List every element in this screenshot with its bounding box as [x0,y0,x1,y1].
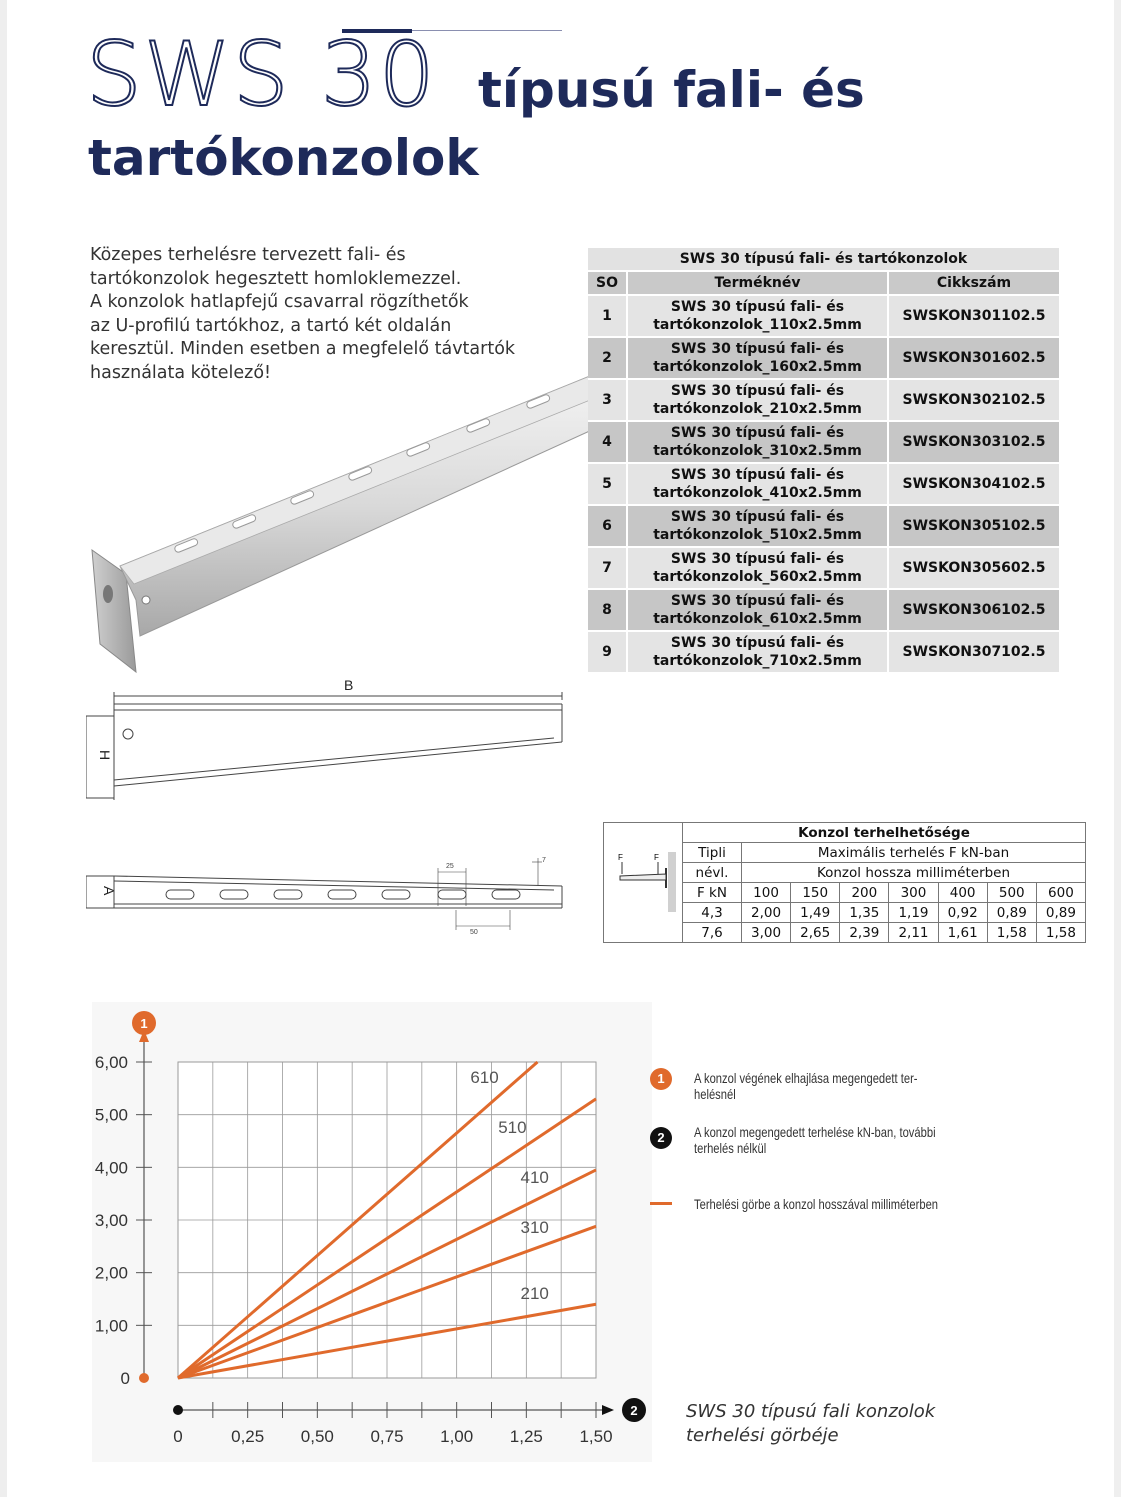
page-edge-right [1114,0,1121,1497]
axis-marker-2-label: 2 [630,1403,638,1418]
dim-a-label: A [101,886,117,896]
table-row [588,632,1059,674]
y-tick-label: 4,00 [94,1158,128,1178]
load-value: 3,00 [742,923,791,943]
legend-marker-2-icon: 2 [650,1127,672,1149]
row-code: SWSKON304102.5 [889,464,1059,506]
load-f-cell: 4,3 [683,903,742,923]
dim-50-label: 50 [470,929,478,936]
intro-line: A konzolok hatlapfejű csavarral rögzíthetők [90,292,469,312]
load-value: 2,39 [840,923,889,943]
max-load-label: Maximális terhelés F kN-ban [742,843,1086,863]
row-code: SWSKON301602.5 [889,338,1059,380]
row-so: 5 [588,464,628,506]
row-so: 9 [588,632,628,674]
row-so: 2 [588,338,628,380]
legend-line-swatch [650,1202,672,1205]
title-line-2: tartókonzolok [88,129,479,187]
x-tick-label: 1,00 [440,1427,474,1446]
table-row [588,464,1059,506]
nevl-label: névl. [683,863,742,883]
intro-line: Közepes terhelésre tervezett fali- és [90,245,406,265]
intro-line: használata kötelező! [90,362,272,383]
length-cell: 400 [938,883,987,903]
row-name: SWS 30 típusú fali- és tartókonzolok_160x2.5mm [628,338,889,380]
fkn-label: F kN [683,883,742,903]
x-tick-label: 0,25 [231,1427,265,1446]
load-icon-cell [604,823,683,943]
row-code: SWSKON306102.5 [889,590,1059,632]
row-name: SWS 30 típusú fali- és tartókonzolok_110x2.5mm [628,296,889,338]
row-code: SWSKON305102.5 [889,506,1059,548]
row-so: 4 [588,422,628,464]
load-value: 1,35 [840,903,889,923]
load-value: 1,58 [1036,923,1085,943]
legend-marker-1-icon: 1 [650,1068,672,1090]
series-label-610: 610 [470,1068,499,1088]
table-row [588,590,1059,632]
table-row [588,380,1059,422]
series-label-510: 510 [498,1118,527,1138]
column-header-so: SO [588,272,628,296]
intro-line: az U-profilú tartókhoz, a tartó két oldalán [90,315,452,336]
dim-b-label: B [344,677,354,693]
length-cell: 100 [742,883,791,903]
load-icon-f1: F [618,852,623,862]
y-tick-label: 5,00 [94,1105,128,1125]
row-so: 3 [588,380,628,422]
load-value: 1,49 [791,903,840,923]
load-icon-f2: F [654,852,659,862]
dim-7-label: 7 [542,857,546,864]
row-so: 7 [588,548,628,590]
row-so: 8 [588,590,628,632]
y-tick-label: 3,00 [94,1211,128,1230]
table-row [588,422,1059,464]
row-code: SWSKON307102.5 [889,632,1059,674]
row-name: SWS 30 típusú fali- és tartókonzolok_310x2.5mm [628,422,889,464]
row-so: 1 [588,296,628,338]
load-value: 2,11 [889,923,938,943]
row-name: SWS 30 típusú fali- és tartókonzolok_510x2.5mm [628,506,889,548]
intro-line: keresztül. Minden esetben a megfelelő távtartók [90,339,516,359]
row-name: SWS 30 típusú fali- és tartókonzolok_710x2.5mm [628,632,889,674]
table-row [588,548,1059,590]
load-value: 0,89 [1036,903,1085,923]
row-code: SWSKON303102.5 [889,422,1059,464]
row-code: SWSKON301102.5 [889,296,1059,338]
product-table-caption: SWS 30 típusú fali- és tartókonzolok [588,248,1059,272]
row-name: SWS 30 típusú fali- és tartókonzolok_610x2.5mm [628,590,889,632]
row-name: SWS 30 típusú fali- és tartókonzolok_210x2.5mm [628,380,889,422]
row-so: 6 [588,506,628,548]
length-cell: 600 [1036,883,1085,903]
load-value: 2,00 [742,903,791,923]
column-header-code: Cikkszám [889,272,1059,296]
axis-marker-1-label: 1 [140,1016,148,1031]
legend-item-3: Terhelési görbe a konzol hosszával milliméterben [694,1196,939,1212]
load-value: 1,61 [938,923,987,943]
title-sws-outline: SWS 30 [86,23,437,126]
load-value: 1,19 [889,903,938,923]
legend-item-2: A konzol megengedett terhelése kN-ban, további terhelés nélkül [694,1124,936,1156]
y-tick-label: 1,00 [94,1316,128,1336]
row-code: SWSKON302102.5 [889,380,1059,422]
product-table [588,248,1059,674]
x-tick-label: 1,25 [509,1427,543,1446]
title-line-1: típusú fali- és [478,61,865,119]
series-label-210: 210 [520,1284,549,1303]
dim-h-label: H [97,750,113,761]
x-axis-origin-dot [173,1405,183,1415]
length-cell: 150 [791,883,840,903]
length-label: Konzol hossza milliméterben [742,863,1086,883]
column-header-name: Terméknév [628,272,889,296]
intro-line: tartókonzolok hegesztett homloklemezzel. [90,268,462,289]
series-label-410: 410 [520,1168,549,1188]
load-table-title: Konzol terhelhetősége [683,823,1086,843]
table-row [588,296,1059,338]
load-value: 0,92 [938,903,987,923]
load-f-cell: 7,6 [683,923,742,943]
y-tick-label: 0 [120,1369,130,1388]
row-code: SWSKON305602.5 [889,548,1059,590]
y-tick-label: 6,00 [94,1053,128,1072]
technical-drawing [86,676,566,946]
length-cell: 200 [840,883,889,903]
load-value: 1,58 [987,923,1036,943]
length-cell: 500 [987,883,1036,903]
x-tick-label: 0,75 [370,1427,404,1446]
page-edge-left [0,0,7,1497]
row-name: SWS 30 típusú fali- és tartókonzolok_410x2.5mm [628,464,889,506]
x-tick-label: 0 [173,1427,183,1446]
load-capacity-table [603,822,1086,943]
bracket-3d-image [90,374,610,674]
intro-paragraph [90,244,570,385]
chart-caption: SWS 30 típusú fali konzolok terhelési görbéje [686,1401,936,1446]
load-value: 2,65 [791,923,840,943]
row-name: SWS 30 típusú fali- és tartókonzolok_560x2.5mm [628,548,889,590]
table-row [588,338,1059,380]
series-label-310: 310 [520,1218,549,1238]
legend-item-1: A konzol végének elhajlása megengedett ter- helésnél [694,1070,918,1102]
length-cell: 300 [889,883,938,903]
x-tick-label: 0,50 [300,1427,334,1446]
table-row [588,506,1059,548]
tipli-label: Tipli [683,843,742,863]
load-value: 0,89 [987,903,1036,923]
x-tick-label: 1,50 [579,1427,613,1446]
y-axis-origin-dot [139,1373,149,1383]
y-tick-label: 2,00 [94,1263,128,1283]
load-curve-chart [92,1002,652,1462]
bracket-load-icon [608,846,678,916]
dim-25-label: 25 [446,863,454,870]
